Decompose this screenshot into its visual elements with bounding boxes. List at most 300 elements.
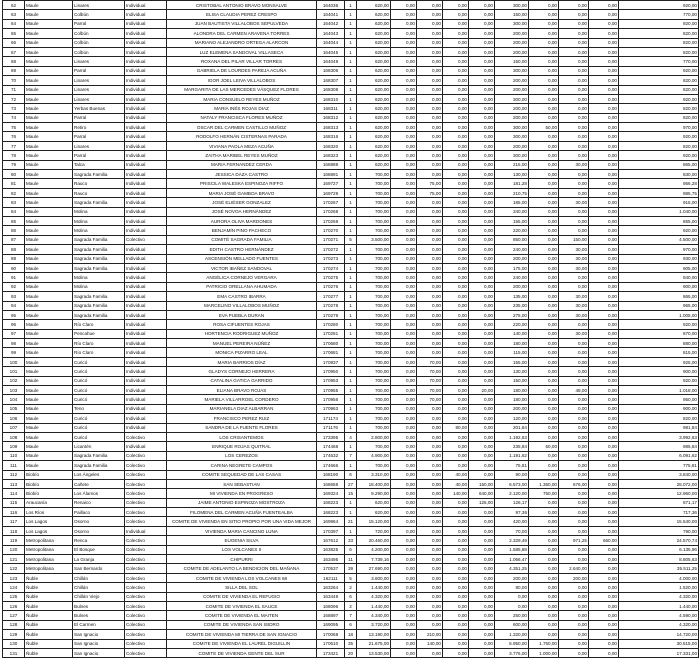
cell-amount-b: 0,00 [417,339,443,348]
cell-commune: Linares [73,94,125,103]
cell-amount-h: 0,00 [589,226,619,235]
cell-household-count: 21 [345,517,357,526]
table-row [3,536,699,545]
cell-beneficiary-name: COMITE DE VIVIENDA MI TIERRA DE SAN IGNACIO [167,630,317,639]
cell-amount-c: 0,00 [443,395,469,404]
cell-beneficiary-name: LOS CEREZOS [167,451,317,460]
cell-row-number: 124 [3,583,25,592]
table-row [3,602,699,611]
cell-amount-total: 24.570,74 [619,536,699,545]
cell-amount-total: 790,00 [619,526,699,535]
cell-amount-c: 0,00 [443,188,469,197]
cell-amount-g: 0,00 [559,132,589,141]
cell-region: Maule [25,160,73,169]
cell-amount-total: 30.515,00 [619,639,699,648]
cell-project-code: 174632 [317,451,345,460]
cell-amount-c: 0,00 [443,592,469,601]
table-row [3,170,699,179]
cell-amount-h: 0,00 [589,113,619,122]
table-row [3,461,699,470]
table-row [3,132,699,141]
cell-row-number: 101 [3,367,25,376]
cell-project-code: 173395 [317,432,345,441]
cell-project-code: 170950 [317,367,345,376]
cell-commune: El Bosque [73,545,125,554]
cell-amount-total: 920,00 [619,132,699,141]
cell-amount-f: 0,00 [529,423,559,432]
cell-amount-base: 4.320,00 [357,592,391,601]
cell-amount-d: 0,00 [469,235,495,244]
cell-household-count: 7 [345,451,357,460]
cell-amount-e: 200,00 [495,104,529,113]
cell-project-code: 170068 [317,630,345,639]
cell-amount-h: 0,00 [589,414,619,423]
cell-amount-b: 0,00 [417,329,443,338]
cell-amount-total: 920,00 [619,94,699,103]
cell-beneficiary-name: GLADYS CORNEJO HERRERA [167,367,317,376]
table-row [3,329,699,338]
cell-household-count: 1 [345,10,357,19]
cell-region: Maule [25,301,73,310]
cell-amount-e: 140,00 [495,329,529,338]
cell-amount-e: 80,00 [495,583,529,592]
cell-amount-e: 235,84 [495,442,529,451]
cell-amount-c: 0,00 [443,564,469,573]
cell-amount-f: 0,00 [529,555,559,564]
table-row [3,160,699,169]
cell-amount-f: 0,00 [529,583,559,592]
cell-amount-total: 871,17 [619,498,699,507]
cell-amount-base: 1.440,00 [357,602,391,611]
cell-amount-c: 0,00 [443,320,469,329]
cell-commune: Sagrada Familia [73,235,125,244]
cell-row-number: 66 [3,38,25,47]
cell-amount-base: 700,00 [357,404,391,413]
cell-modality: Individual [125,170,167,179]
cell-region: Maule [25,66,73,75]
cell-household-count: 1 [345,94,357,103]
cell-amount-f: 0,00 [529,545,559,554]
cell-amount-h: 0,00 [589,592,619,601]
cell-amount-c: 0,00 [443,104,469,113]
cell-amount-g: 0,00 [559,404,589,413]
cell-amount-h: 0,00 [589,301,619,310]
cell-amount-total: 1.018,00 [619,386,699,395]
cell-region: Maule [25,235,73,244]
cell-region: Maule [25,179,73,188]
cell-row-number: 90 [3,263,25,272]
cell-amount-base: 620,00 [357,38,391,47]
cell-row-number: 108 [3,432,25,441]
cell-amount-f: 0,00 [529,348,559,357]
cell-amount-g: 0,00 [559,282,589,291]
cell-amount-base: 15.120,00 [357,517,391,526]
cell-beneficiary-name: MARIA INÉS ROJAS DIAZ [167,104,317,113]
cell-amount-total: 820,00 [619,47,699,56]
cell-amount-h: 0,00 [589,245,619,254]
cell-beneficiary-name: ANGÉLICA CORNEJO VERGARA [167,273,317,282]
cell-amount-f: 0,00 [529,573,559,582]
cell-commune: Parral [73,151,125,160]
cell-amount-g: 0,00 [559,414,589,423]
table-row [3,310,699,319]
cell-modality: Colectivo [125,479,167,488]
cell-beneficiary-name: HORTENCIA RODRIGUEZ MUÑOZ [167,329,317,338]
table-row [3,367,699,376]
cell-amount-g: 0,00 [559,508,589,517]
cell-amount-e: 200,00 [495,85,529,94]
cell-amount-b: 0,00 [417,29,443,38]
cell-beneficiary-name: PATRICIO ORELLANA AHUMADA [167,282,317,291]
cell-amount-g: 0,00 [559,348,589,357]
cell-amount-b: 0,00 [417,263,443,272]
cell-modality: Individual [125,113,167,122]
cell-amount-total: 6.135,96 [619,545,699,554]
cell-row-number: 75 [3,123,25,132]
cell-row-number: 128 [3,620,25,629]
cell-household-count: 1 [345,216,357,225]
cell-amount-b: 0,00 [417,94,443,103]
cell-beneficiary-name: JESSICA DAZA CASTRO [167,170,317,179]
cell-amount-g: 0,00 [559,339,589,348]
cell-region: Maule [25,386,73,395]
cell-amount-f: 0,00 [529,1,559,10]
cell-amount-b: 0,00 [417,226,443,235]
cell-amount-b: 0,00 [417,10,443,19]
cell-amount-d: 0,00 [469,432,495,441]
cell-amount-f: 0,00 [529,66,559,75]
cell-project-code: 173421 [317,648,345,657]
cell-amount-f: 0,00 [529,245,559,254]
cell-amount-d: 0,00 [469,310,495,319]
cell-amount-e: 200,00 [495,47,529,56]
cell-amount-d: 0,00 [469,367,495,376]
cell-amount-total: 900,00 [619,282,699,291]
cell-project-code: 164044 [317,38,345,47]
table-row [3,76,699,85]
cell-project-code: 170272 [317,245,345,254]
cell-commune: Teno [73,404,125,413]
table-row [3,357,699,366]
cell-project-code: 168320 [317,141,345,150]
cell-amount-h: 0,00 [589,38,619,47]
cell-amount-total: 820,00 [619,29,699,38]
cell-amount-g: 0,00 [559,226,589,235]
cell-project-code: 168308 [317,85,345,94]
cell-commune: Sagrada Familia [73,451,125,460]
cell-amount-a: 0,00 [391,310,417,319]
cell-beneficiary-name: VICTOR IBAÑEZ SANDOVAL [167,263,317,272]
cell-amount-a: 0,00 [391,216,417,225]
cell-amount-base: 700,00 [357,310,391,319]
cell-row-number: 74 [3,113,25,122]
cell-household-count: 1 [345,76,357,85]
cell-beneficiary-name: MARGARITA DE LAS MERCEDES VÁSQUEZ FLORES [167,85,317,94]
cell-household-count: 1 [345,263,357,272]
cell-amount-f: 0,00 [529,188,559,197]
cell-amount-total: 4.000,00 [619,573,699,582]
cell-modality: Individual [125,329,167,338]
cell-modality: Individual [125,151,167,160]
cell-amount-b: 0,00 [417,348,443,357]
cell-household-count: 6 [345,545,357,554]
cell-amount-total: 775,81 [619,461,699,470]
cell-amount-e: 2.329,49 [495,536,529,545]
cell-amount-base: 720,00 [357,526,391,535]
cell-amount-b: 210,00 [417,630,443,639]
cell-amount-h: 0,00 [589,339,619,348]
cell-amount-base: 700,00 [357,357,391,366]
cell-row-number: 73 [3,104,25,113]
cell-amount-a: 0,00 [391,648,417,657]
cell-region: Maule [25,310,73,319]
table-row [3,564,699,573]
cell-amount-a: 0,00 [391,104,417,113]
cell-amount-e: 120,00 [495,414,529,423]
cell-beneficiary-name: JUAN BAUTISTA VILLALOBOS SEPULVEDA [167,19,317,28]
cell-amount-d: 640,00 [469,489,495,498]
cell-row-number: 98 [3,339,25,348]
cell-amount-total: 920,00 [619,376,699,385]
cell-amount-e: 1.192,63 [495,432,529,441]
cell-amount-g: 0,00 [559,57,589,66]
cell-amount-b: 0,00 [417,320,443,329]
cell-amount-c: 40,00 [443,479,469,488]
cell-amount-b: 0,00 [417,170,443,179]
cell-modality: Individual [125,47,167,56]
cell-amount-base: 4.340,00 [357,611,391,620]
cell-project-code: 169729 [317,188,345,197]
cell-amount-d: 0,00 [469,273,495,282]
cell-beneficiary-name: CATALINA GATICA GARRIDO [167,376,317,385]
cell-region: Metropolitana [25,536,73,545]
cell-amount-base: 700,00 [357,329,391,338]
cell-amount-g: 30,00 [559,245,589,254]
cell-region: Maule [25,348,73,357]
cell-commune: Colbún [73,38,125,47]
cell-beneficiary-name: LUZ ELEMENA SANDOVAL VILLASECA [167,47,317,56]
cell-row-number: 100 [3,357,25,366]
cell-row-number: 103 [3,386,25,395]
cell-amount-c: 0,00 [443,451,469,460]
cell-amount-b: 0,00 [417,38,443,47]
cell-commune: Chillán [73,583,125,592]
cell-amount-total: 815,00 [619,348,699,357]
cell-modality: Individual [125,207,167,216]
cell-amount-base: 700,00 [357,442,391,451]
cell-region: Biobío [25,489,73,498]
cell-row-number: 92 [3,282,25,291]
cell-household-count: 1 [345,461,357,470]
cell-row-number: 117 [3,517,25,526]
cell-amount-g: 30,00 [559,292,589,301]
cell-region: Maule [25,320,73,329]
cell-amount-d: 0,00 [469,508,495,517]
cell-amount-d: 0,00 [469,160,495,169]
cell-amount-g: 0,00 [559,66,589,75]
cell-project-code: 170271 [317,235,345,244]
cell-modality: Colectivo [125,508,167,517]
cell-amount-h: 0,00 [589,451,619,460]
cell-row-number: 130 [3,639,25,648]
cell-beneficiary-name: ELIANA BRAVO ROJAS [167,386,317,395]
cell-commune: Curicó [73,414,125,423]
table-row [3,1,699,10]
cell-amount-base: 700,00 [357,423,391,432]
cell-modality: Individual [125,10,167,19]
cell-amount-a: 0,00 [391,555,417,564]
table-row [3,123,699,132]
cell-region: Los Lagos [25,526,73,535]
cell-amount-f: 0,00 [529,414,559,423]
table-row [3,508,699,517]
cell-amount-c: 0,00 [443,10,469,19]
cell-amount-e: 200,00 [495,113,529,122]
cell-amount-d: 0,00 [469,141,495,150]
cell-amount-total: 820,00 [619,414,699,423]
cell-household-count: 1 [345,19,357,28]
cell-amount-d: 0,00 [469,198,495,207]
cell-amount-g: 0,00 [559,602,589,611]
cell-commune: Molina [73,207,125,216]
cell-amount-total: 956,28 [619,179,699,188]
cell-amount-base: 620,00 [357,19,391,28]
cell-region: Maule [25,329,73,338]
cell-region: Maule [25,263,73,272]
cell-amount-base: 620,00 [357,141,391,150]
cell-amount-e: 215,00 [495,160,529,169]
cell-amount-c: 0,00 [443,545,469,554]
cell-amount-f: 0,00 [529,386,559,395]
cell-modality: Individual [125,188,167,197]
cell-amount-a: 0,00 [391,526,417,535]
cell-amount-c: 0,00 [443,66,469,75]
cell-amount-h: 0,00 [589,76,619,85]
cell-amount-f: 1.000,00 [529,648,559,657]
cell-project-code: 170270 [317,226,345,235]
cell-amount-g: 0,00 [559,583,589,592]
cell-beneficiary-name: ENRIQUE ROJAS QUITRAL [167,442,317,451]
cell-amount-g: 0,00 [559,639,589,648]
cell-region: Maule [25,94,73,103]
cell-beneficiary-name: MI VIVIENDA EN PROGRESO [167,489,317,498]
cell-amount-f: 1.350,00 [529,479,559,488]
cell-project-code: 170275 [317,273,345,282]
cell-amount-e: 220,00 [495,226,529,235]
cell-region: Metropolitana [25,545,73,554]
cell-modality: Individual [125,179,167,188]
cell-amount-b: 0,00 [417,19,443,28]
cell-region: Maule [25,367,73,376]
cell-amount-c: 0,00 [443,376,469,385]
cell-amount-g: 150,00 [559,235,589,244]
cell-modality: Colectivo [125,432,167,441]
cell-amount-a: 0,00 [391,395,417,404]
cell-household-count: 2 [345,602,357,611]
cell-amount-f: 0,00 [529,19,559,28]
cell-amount-c: 0,00 [443,113,469,122]
cell-amount-a: 0,00 [391,273,417,282]
cell-row-number: 79 [3,160,25,169]
cell-modality: Individual [125,38,167,47]
table-row [3,442,699,451]
cell-region: Maule [25,357,73,366]
cell-amount-base: 620,00 [357,57,391,66]
cell-project-code: 167612 [317,536,345,545]
cell-amount-total: 940,00 [619,273,699,282]
cell-amount-g: 0,00 [559,170,589,179]
cell-amount-c: 0,00 [443,611,469,620]
cell-amount-f: 0,00 [529,526,559,535]
cell-amount-a: 0,00 [391,620,417,629]
cell-amount-d: 0,00 [469,188,495,197]
cell-amount-a: 0,00 [391,461,417,470]
cell-amount-d: 0,00 [469,470,495,479]
cell-amount-f: 0,00 [529,602,559,611]
cell-project-code: 163825 [317,545,345,554]
cell-amount-b: 0,00 [417,254,443,263]
cell-row-number: 80 [3,170,25,179]
cell-amount-e: 150,00 [495,376,529,385]
cell-amount-h: 0,00 [589,141,619,150]
cell-project-code: 164042 [317,19,345,28]
cell-project-code: 168311 [317,104,345,113]
cell-amount-d: 0,00 [469,85,495,94]
cell-amount-c: 0,00 [443,442,469,451]
cell-amount-total: 900,00 [619,404,699,413]
cell-amount-d: 0,00 [469,320,495,329]
table-row [3,113,699,122]
cell-amount-f: 0,00 [529,132,559,141]
cell-amount-g: 0,00 [559,555,589,564]
cell-amount-f: 0,00 [529,198,559,207]
cell-amount-a: 0,00 [391,301,417,310]
cell-household-count: 33 [345,536,357,545]
cell-region: Maule [25,141,73,150]
cell-region: Maule [25,19,73,28]
cell-amount-f: 0,00 [529,263,559,272]
cell-household-count: 1 [345,348,357,357]
cell-amount-h: 0,00 [589,207,619,216]
cell-amount-e: 300,00 [495,66,529,75]
cell-amount-base: 700,00 [357,292,391,301]
cell-amount-a: 0,00 [391,423,417,432]
cell-region: Biobío [25,479,73,488]
cell-amount-a: 0,00 [391,141,417,150]
cell-beneficiary-name: NATALY FRANCISCA FLORES MUÑOZ [167,113,317,122]
cell-amount-base: 700,00 [357,376,391,385]
cell-row-number: 63 [3,10,25,19]
cell-amount-a: 0,00 [391,263,417,272]
cell-project-code: 170277 [317,292,345,301]
cell-amount-base: 700,00 [357,188,391,197]
cell-amount-f: 0,00 [529,38,559,47]
cell-beneficiary-name: VIVIANA PAOLA MEZA ACUÑA [167,141,317,150]
table-row [3,639,699,648]
cell-project-code: 170610 [317,639,345,648]
cell-region: Ñuble [25,639,73,648]
cell-region: Maule [25,47,73,56]
cell-project-code: 170268 [317,207,345,216]
cell-project-code: 170281 [317,329,345,338]
cell-amount-g: 0,00 [559,10,589,19]
cell-amount-b: 70,00 [417,357,443,366]
cell-amount-f: 0,00 [529,10,559,19]
cell-amount-h: 0,00 [589,94,619,103]
cell-amount-d: 0,00 [469,10,495,19]
cell-amount-g: 971,25 [559,536,589,545]
cell-amount-b: 0,00 [417,555,443,564]
